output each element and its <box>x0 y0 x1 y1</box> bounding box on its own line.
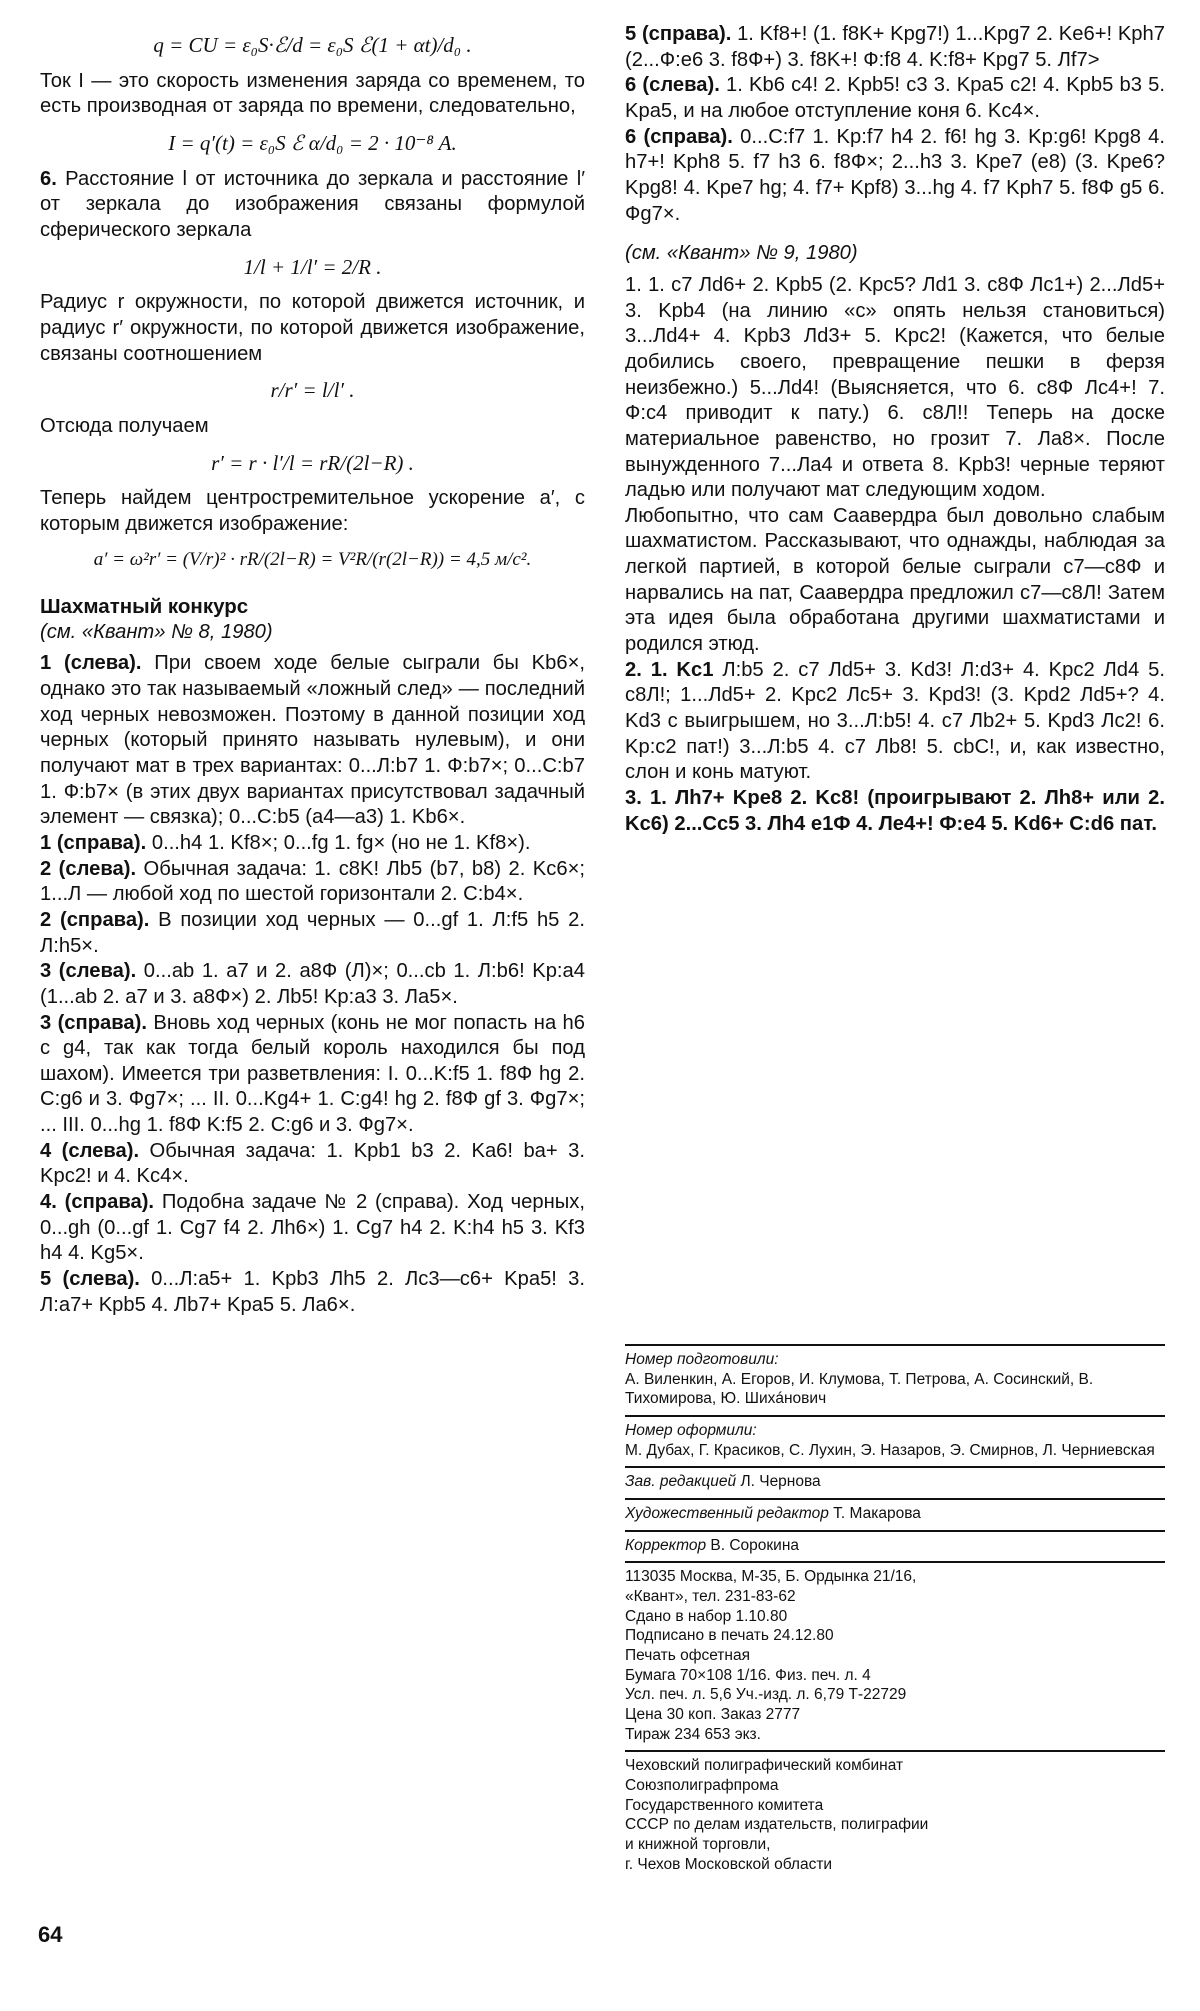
solution-4-right <box>40 1190 585 1267</box>
prepared-label: Номер подготовили: <box>625 1351 779 1368</box>
divider <box>625 1498 1165 1500</box>
study-1: 1. 1. c7 Лd6+ 2. Kpb5 (2. Kpc5? Лd1 3. c8Ф Лc1+) 2...Лd5+ 3. Kpb4 (на линию «c» опять нельзя становиться) 3...Лd4+ 4. Kpb3 Лd3+ 5. Kpc2! (Кажется, что белые добились своего, превращение пешки в ферзя неизбежно.) 5...Лd4! (Выясняется, что 6. c8Ф Лc4+! 7. Ф:c4 приводит к пату.) 6. c8Л!! Теперь на доске материальное равенство, но грозит 7. Лa8×. После вынужденного 7...Лa4 и ответа 8. Kpb3! черные теряют ладью или получают мат следующим ходом. <box>625 273 1165 502</box>
address-line: Бумага 70×108 1/16. Физ. печ. л. 4 <box>625 1666 871 1684</box>
right-column <box>625 22 1166 1873</box>
current-text: Ток I — это скорость изменения заряда со временем, то есть производная от заряда по времени, следовательно, <box>40 69 585 118</box>
address-line: Подписано в печать 24.12.80 <box>625 1627 834 1645</box>
prepared-names: А. Виленкин, А. Егоров, И. Клумова, Т. Петрова, А. Сосинский, В. Тихомирова, Ю. Шихáнович <box>625 1370 1094 1408</box>
radius-text: Радиус r окружности, по которой движется источник, и радиус r′ окружности, по которой движется изображение, связаны соотношением <box>40 291 585 365</box>
text: Подобна задаче № 2 (справа). Ход черных, 0...gh (0...gf 1. Cg7 f4 2. Лh6×) 1. Cg7 h4 2. K:h4 h5 3. Kf3 h4 4. Kg5×. <box>40 1191 585 1265</box>
text: 1. Kf8+! (1. f8K+ Kpg7!) 1...Kpg7 2. Ke6+! Kph7 (2...Ф:e6 3. f8Ф+) 3. f8K+! Ф:f8 4. K:f8+ Kpg7 5. Лf7> <box>625 23 1165 71</box>
label: Художественный редактор <box>625 1505 829 1523</box>
divider <box>625 1530 1165 1532</box>
label: 2. 1. Kc1 <box>625 658 714 681</box>
divider <box>625 1466 1165 1468</box>
divider <box>625 1344 1165 1346</box>
label: 2 (слева). <box>40 857 137 880</box>
solution-4-left <box>40 1139 585 1190</box>
solution-3-right <box>40 1011 585 1139</box>
text: Обычная задача: 1. c8K! Лb5 (b7, b8) 2. Kc6×; 1...Л — любой ход по шестой горизонтали 2. C:b4×. <box>40 857 585 906</box>
formula-mirror: 1/l + 1/l′ = 2/R . <box>243 254 382 279</box>
solution-3-left <box>40 959 585 1010</box>
solution-2-left <box>40 857 585 908</box>
value: Л. Чернова <box>736 1473 821 1491</box>
printer-line: СССР по делам издательств, полиграфии <box>625 1816 929 1834</box>
corrector-line <box>625 1536 1165 1556</box>
solution-5-right <box>625 22 1165 73</box>
printer-line: Чеховский полиграфический комбинат <box>625 1757 904 1775</box>
label: Корректор <box>625 1536 707 1554</box>
address-block <box>625 1567 1165 1744</box>
label: 3 (слева). <box>40 960 137 983</box>
text: Вновь ход черных (конь не мог попасть на h6 с g4, так как тогда белый король находился бы под шахом). Имеется три разветвления: I. 0...K:f5 1. f8Ф hg 2. C:g6 и 3. Фg7×; ... II. 0...Kg4+ 1. C:g4! hg 2. f8Ф gf 3. Фg7×; ... III. 0...hg 1. f8Ф K:f5 2. C:g6 и 3. Фg7×. <box>40 1011 585 1137</box>
solution-2-right <box>40 908 585 959</box>
saavedra-text: Любопытно, что сам Саавердра был довольно слабым шахматистом. Рассказывают, что однажды, наблюдая за легкой партией, в которой белые сыграли c7—c8Ф и нарвались на пат, Саавердра предложил c7—c8Л! Затем эта идея была обработана другими шахматистами и родился этюд. <box>625 504 1165 656</box>
text: Л:b5 2. c7 Лd5+ 3. Kd3! Л:d3+ 4. Kpc2 Лd4 5. c8Л!; 1...Лd5+ 2. Kpc2 Лc5+ 3. Kpd3! (3. Kpd2 Лd5+? 4. Kd3 с выигрышем, но 3...Л:b5! 4. c7 Лb2+ 5. Kpd3 Лc2! 6. Kp:c2 пат!) 3...Л:b5 4. c7 Лb8! 5. cbC!, и, как известно, слон и конь матуют. <box>625 658 1165 784</box>
formula-accel: a′ = ω²r′ = (V/r)² · rR/(2l−R) = V²R/(r(2l−R)) = 4,5 м/с². <box>93 548 532 570</box>
address-line: 113035 Москва, М-35, Б. Ордынка 21/16, <box>625 1568 917 1586</box>
printer-line: и книжной торговли, <box>625 1836 771 1854</box>
text: Обычная задача: 1. Kpb1 b3 2. Ka6! ba+ 3. Kpc2! и 4. Kc4×. <box>40 1139 585 1188</box>
address-line: Усл. печ. л. 5,6 Уч.-изд. л. 6,79 Т-22729 <box>625 1686 907 1704</box>
formula-current: I = q′(t) = ε₀S ℰ α/d₀ = 2 · 10⁻⁸ A. <box>168 130 457 155</box>
solution-1-left <box>40 651 585 831</box>
label: 1 (слева). <box>40 652 142 675</box>
text: 0...h4 1. Kf8×; 0...fg 1. fg× (но не 1. Kf8×). <box>146 831 531 854</box>
imprint <box>625 1338 1165 1874</box>
p6-label: 6. <box>40 167 57 190</box>
label: 4. (справа). <box>40 1191 155 1214</box>
label: 5 (справа). <box>625 23 732 45</box>
address-line: «Квант», тел. 231-83-62 <box>625 1588 796 1606</box>
printer-line: г. Чехов Московской области <box>625 1855 833 1873</box>
divider <box>625 1415 1165 1417</box>
p6-text: Расстояние l от источника до зеркала и расстояние l′ от зеркала до изображения связаны формулой сферического зеркала <box>40 167 585 241</box>
text: При своем ходе белые сыграли бы Kb6×, однако это так называемый «ложный след» — последний ход черных невозможен. Поэтому в данной позиции ход черных (который принято называть нулевым), и они получают мат в трех вариантах: 0...Л:b7 1. Ф:b7×; 0...C:b7 1. Ф:b7× (в этих двух вариантах присутствовал задачный элемент — связка); 0...C:b5 (a4—a3) 1. Kb6×. <box>40 652 585 829</box>
text: 0...Л:a5+ 1. Kpb3 Лh5 2. Лc3—c6+ Kpa5! 3. Л:a7+ Kpb5 4. Лb7+ Kpa5 5. Лa6×. <box>40 1268 585 1316</box>
text: 1. Kb6 c4! 2. Kpb5! c3 3. Kpa5 c2! 4. Kpb5 b3 5. Kpa5, и на любое отступление коня 6. Kc4×. <box>625 74 1166 122</box>
address-line: Тираж 234 653 экз. <box>625 1725 761 1743</box>
address-line: Печать офсетная <box>625 1647 750 1665</box>
address-line: Сдано в набор 1.10.80 <box>625 1607 788 1625</box>
divider <box>625 1561 1165 1563</box>
printer-block <box>625 1756 1165 1874</box>
label: 6 (слева). <box>625 74 720 97</box>
label: 5 (слева). <box>40 1268 140 1291</box>
printer-line: Союзполиграфпрома <box>625 1777 779 1795</box>
designed-label: Номер оформили: <box>625 1422 757 1440</box>
left-column <box>40 22 585 1318</box>
text: В позиции ход черных — 0...gf 1. Л:f5 h5 2. Л:h5×. <box>40 908 585 957</box>
label: 6 (справа). <box>625 125 733 148</box>
solution-5-left <box>40 1267 585 1318</box>
art-editor-line <box>625 1504 1165 1524</box>
label: Зав. редакцией <box>625 1473 737 1491</box>
label: 2 (справа). <box>40 908 150 931</box>
paragraph-6 <box>40 167 585 244</box>
address-line: Цена 30 коп. Заказ 2777 <box>625 1706 801 1724</box>
label: 4 (слева). <box>40 1139 140 1162</box>
page-number: 64 <box>38 1922 63 1947</box>
section-subtitle: (см. «Квант» № 8, 1980) <box>40 620 273 643</box>
label: 1 (справа). <box>40 831 147 854</box>
editor-line <box>625 1472 1165 1492</box>
solution-6-left <box>625 73 1165 124</box>
text: 0...C:f7 1. Kp:f7 h4 2. f6! hg 3. Kp:g6! Kpg8 4. h7+! Kph8 5. f7 h3 6. f8Ф×; 2...h3 3. Kpe7 (e8) (3. Kpe6? Kpg8! 4. Kpe7 hg; 4. f7+ Kpf8) 3...hg 4. f7 Kph7 5. f8Ф g5 6. Фg7×. <box>625 125 1165 225</box>
hence-text: Отсюда получаем <box>40 414 209 437</box>
study-3: 3. 1. Лh7+ Kpe8 2. Kc8! (проигрывают 2. Лh8+ или 2. Kc6) 2...Cc5 3. Лh4 e1Ф 4. Лe4+! Ф:e4 5. Kd6+ C:d6 пат. <box>625 787 1165 835</box>
formula-ratio: r/r′ = l/l′ . <box>270 378 355 403</box>
solution-6-right <box>625 125 1165 228</box>
section-title: Шахматный конкурс <box>40 594 249 618</box>
value: В. Сорокина <box>706 1536 800 1554</box>
section-subtitle-9: (см. «Квант» № 9, 1980) <box>625 242 858 265</box>
printer-line: Государственного комитета <box>625 1796 824 1814</box>
text: 0...ab 1. a7 и 2. a8Ф (Л)×; 0...cb 1. Л:b6! Kp:a4 (1...ab 2. a7 и 3. a8Ф×) 2. Лb5! Kp:a3 3. Лa5×. <box>40 960 585 1008</box>
accel-text: Теперь найдем центростремительное ускорение a′, с которым движется изображение: <box>40 487 585 535</box>
value: Т. Макарова <box>828 1505 921 1523</box>
designed-names: М. Дубах, Г. Красиков, С. Лухин, Э. Назаров, Э. Смирнов, Л. Черниевская <box>625 1441 1155 1459</box>
label: 3 (справа). <box>40 1011 147 1034</box>
formula-rprime: r′ = r · l′/l = rR/(2l−R) . <box>211 450 414 475</box>
formula-charge: q = CU = ε₀S·ℰ/d = ε₀S ℰ(1 + αt)/d₀ . <box>153 33 472 57</box>
solution-1-right <box>40 831 585 857</box>
divider <box>625 1750 1165 1752</box>
study-2 <box>625 658 1165 786</box>
